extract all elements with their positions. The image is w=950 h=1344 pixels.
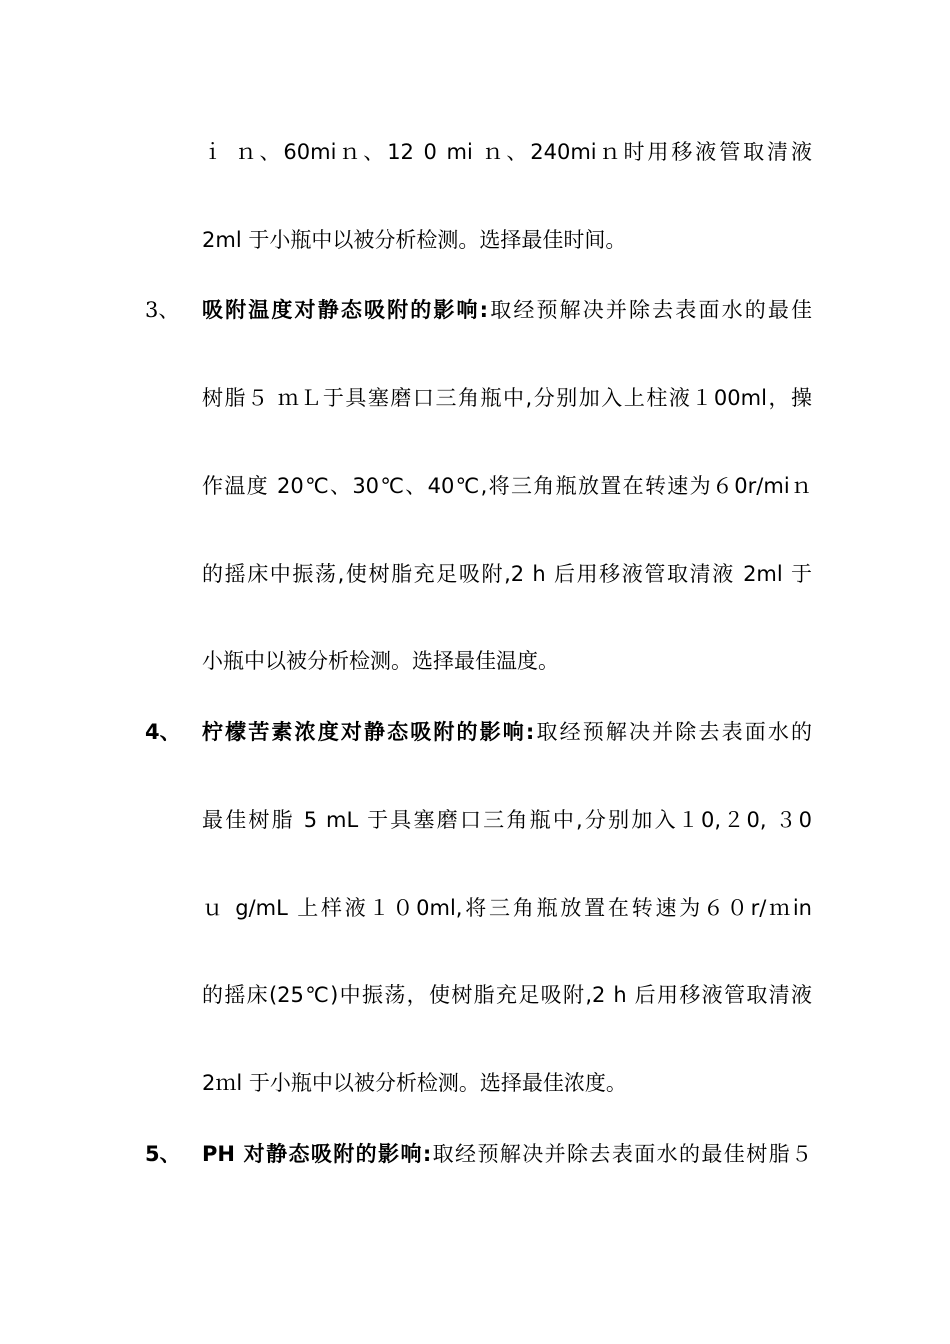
body-line: 2ｍl 于小瓶中以被分析检测。选择最佳浓度。 xyxy=(202,1071,627,1095)
item-first-line xyxy=(202,1139,812,1169)
body-line: 最佳树脂 5 mL 于具塞磨口三角瓶中,分别加入１0,２0, ３0 xyxy=(202,808,812,832)
item-number: 5、 xyxy=(145,1142,181,1166)
item-text: 取经预解决并除去表面水的 xyxy=(534,720,813,744)
item-heading: 柠檬苦素浓度对静态吸附的影响: xyxy=(202,720,535,744)
body-line: ｕ g/mL 上样液１０0ml,将三角瓶放置在转速为６０r/ｍin xyxy=(202,896,812,920)
body-line: 的摇床(25℃)中振荡，使树脂充足吸附,2 h 后用移液管取清液 xyxy=(202,983,812,1007)
item-first-line xyxy=(202,717,812,747)
item-text: 取经预解决并除去表面水的最佳 xyxy=(488,298,812,322)
body-line: 2ml 于小瓶中以被分析检测。选择最佳时间。 xyxy=(202,228,627,252)
body-line: 的摇床中振荡,使树脂充足吸附,2 h 后用移液管取清液 2ml 于 xyxy=(202,562,812,586)
item-first-line xyxy=(202,295,812,325)
item-number: 4、 xyxy=(145,720,181,744)
item-text: 取经预解决并除去表面水的最佳树脂５ xyxy=(431,1142,812,1166)
body-line: 树脂５ ｍＬ于具塞磨口三角瓶中,分别加入上柱液１00ml，操 xyxy=(202,386,812,410)
body-line: 小瓶中以被分析检测。选择最佳温度。 xyxy=(202,649,559,673)
item-number: 3、 xyxy=(145,298,180,322)
item-heading: 吸附温度对静态吸附的影响: xyxy=(202,298,489,322)
body-line: 作温度 20℃、30℃、40℃,将三角瓶放置在转速为６0r/miｎ xyxy=(202,474,812,498)
item-heading: PH 对静态吸附的影响: xyxy=(202,1142,432,1166)
body-line: ｉ ｎ、60miｎ、12 0 mi ｎ、240miｎ时用移液管取清液 xyxy=(202,140,812,164)
